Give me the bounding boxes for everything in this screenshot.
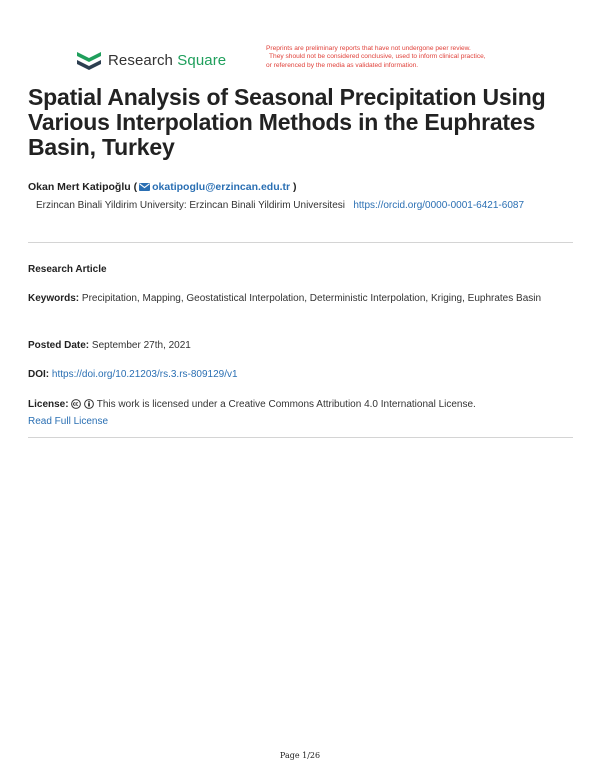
doi-label: DOI:	[28, 369, 50, 380]
paper-title: Spatial Analysis of Seasonal Precipitation Using Various Interpolation Methods in the Euphrates Basin, Turkey	[28, 84, 546, 160]
article-type: Research Article	[28, 264, 107, 275]
divider	[28, 437, 573, 438]
author-name: Okan Mert Katipoğlu	[28, 181, 131, 193]
cc-icon	[71, 399, 81, 409]
author-email-link[interactable]: okatipoglu@erzincan.edu.tr	[152, 181, 291, 193]
license-label: License:	[28, 399, 69, 410]
posted-date-label: Posted Date:	[28, 340, 90, 351]
research-square-logo-icon	[76, 49, 102, 71]
research-square-logo[interactable]	[76, 49, 226, 71]
author-affiliation: Erzincan Binali Yildirim University: Erzincan Binali Yildirim Universitesi	[36, 200, 345, 211]
author-line	[28, 181, 297, 193]
notice-line: or referenced by the media as validated information.	[266, 61, 419, 69]
orcid-link[interactable]: https://orcid.org/0000-0001-6421-6087	[353, 200, 525, 211]
doi-link[interactable]: https://doi.org/10.21203/rs.3.rs-809129/v1	[51, 369, 238, 380]
author-affiliation-block	[28, 197, 573, 214]
by-icon	[84, 399, 94, 409]
doi	[28, 366, 573, 383]
envelope-icon	[139, 183, 150, 191]
posted-date	[28, 337, 573, 354]
page-number: Page 1/26	[279, 751, 321, 760]
keywords-label: Keywords:	[28, 293, 80, 304]
notice-line: They should not be considered conclusive, used to inform clinical practice,	[269, 53, 486, 61]
brand-name-square: Square	[177, 51, 227, 69]
notice-line: Preprints are preliminary reports that have not undergone peer review.	[266, 45, 471, 52]
brand-name-research: Research	[108, 51, 173, 69]
posted-date-value: September 27th, 2021	[91, 340, 191, 351]
close-paren: )	[293, 181, 297, 193]
keywords	[28, 290, 573, 307]
license-text: This work is licensed under a Creative Commons Attribution 4.0 International License.	[96, 399, 476, 410]
preprint-notice	[266, 45, 566, 70]
divider	[28, 242, 573, 243]
open-paren: (	[133, 181, 138, 193]
keywords-value: Precipitation, Mapping, Geostatistical Interpolation, Deterministic Interpolation, Kriging, Euphrates Basin	[81, 293, 542, 304]
read-full-license-link[interactable]: Read Full License	[28, 416, 109, 427]
license	[28, 396, 573, 430]
brand-name	[108, 52, 226, 69]
